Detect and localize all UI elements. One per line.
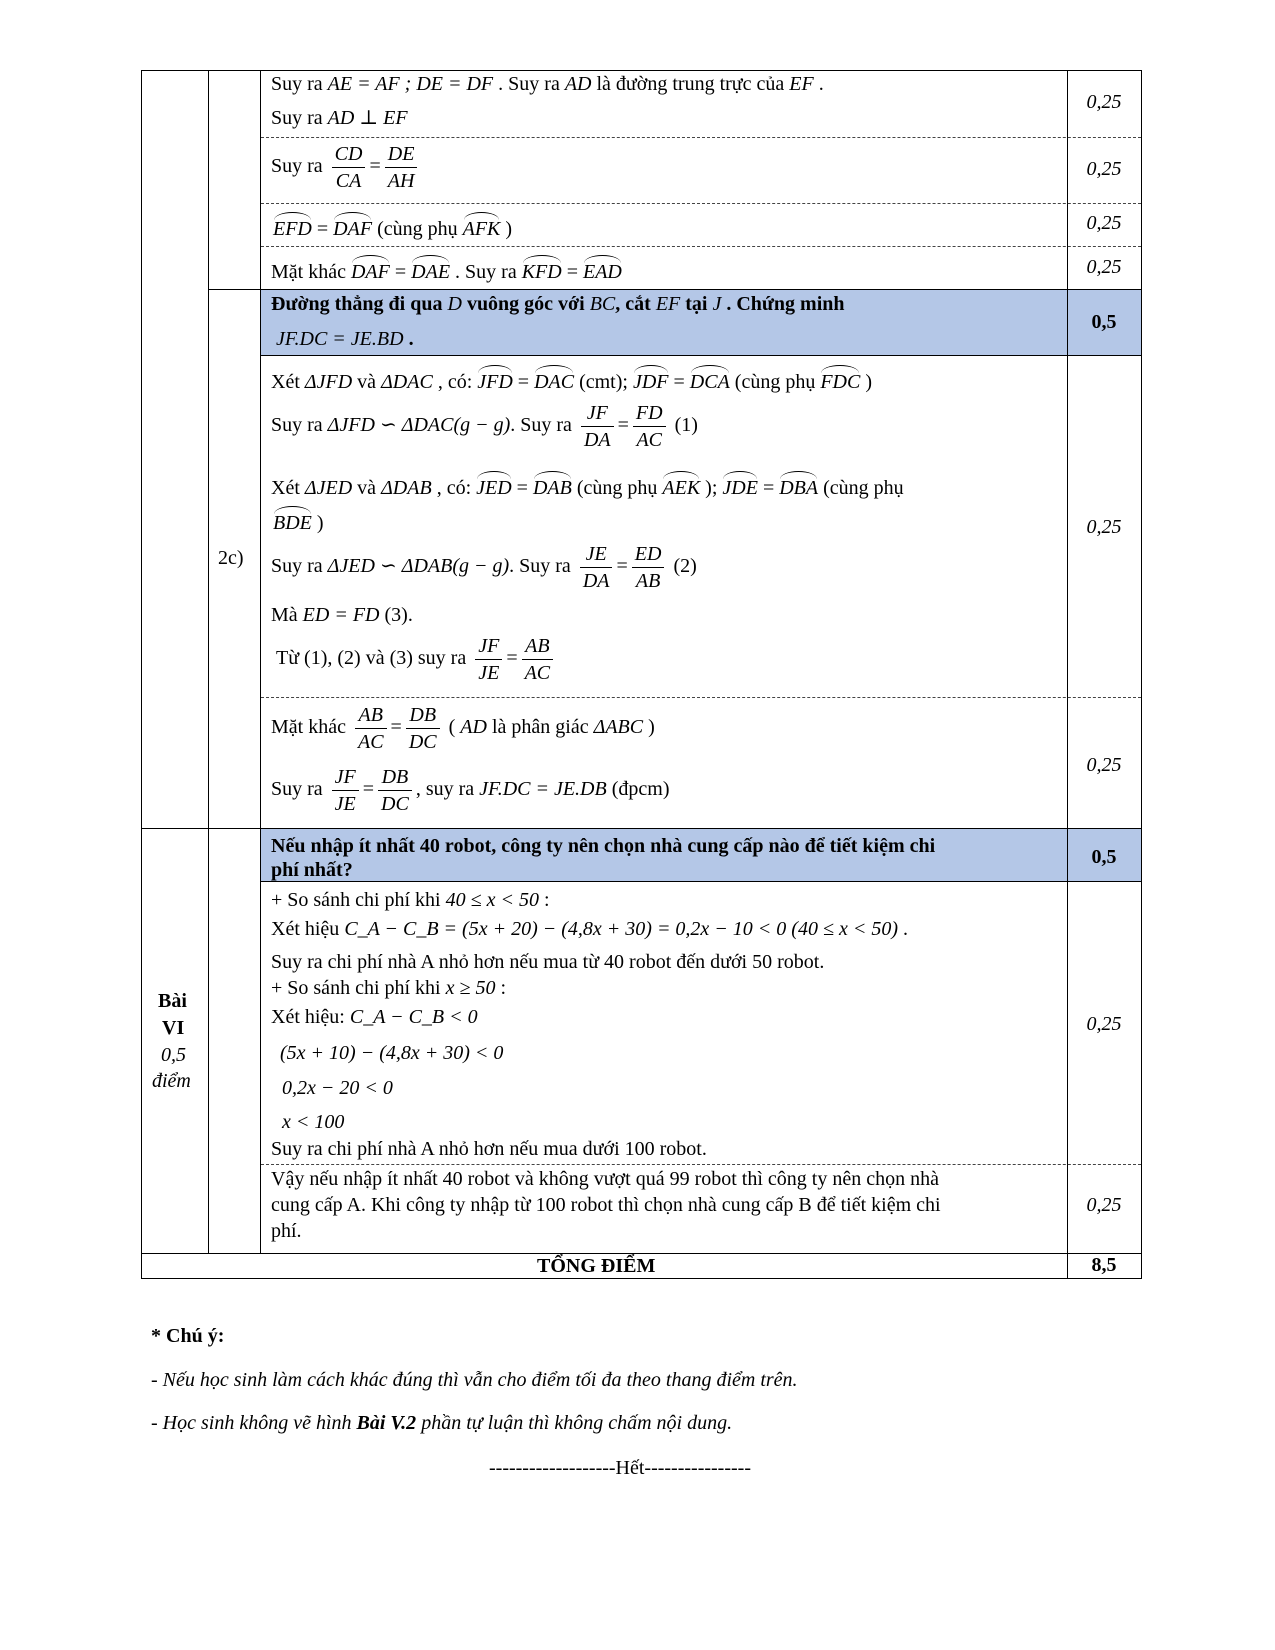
fraction — [581, 400, 614, 453]
text-run: . — [897, 918, 908, 940]
problem-label: Bài — [158, 990, 187, 1012]
fraction — [522, 633, 554, 686]
numerator: JF — [475, 633, 502, 660]
numerator: JE — [580, 541, 613, 568]
text-run: . Suy ra — [450, 261, 522, 283]
angle-symbol: DAE — [411, 256, 450, 284]
score-cell: 0,25 — [1086, 754, 1122, 776]
text-run: Xét — [271, 477, 305, 499]
answer-line — [273, 507, 324, 535]
answer-line: Suy ra ΔJED ∽ ΔDAB(g − g). Suy ra $\frac{JE}{DA}$ = $\frac{ED}{AB}$ (2) — [271, 543, 697, 592]
text-run: . Suy ra — [510, 414, 577, 437]
fraction — [475, 633, 502, 686]
question-header: phí nhất? — [271, 859, 353, 881]
text-run: , có: — [432, 371, 478, 393]
fraction — [632, 541, 665, 594]
angle-symbol: DAF — [351, 256, 390, 284]
math-run: x ≥ 50 — [445, 977, 496, 999]
math-run: JF.DC = JE.BD — [276, 328, 404, 350]
note-line — [151, 1412, 732, 1435]
text-run: . Suy ra — [493, 73, 565, 95]
denominator: JE — [478, 662, 500, 684]
fraction — [378, 764, 412, 817]
denominator: AC — [636, 429, 662, 451]
text-run: Bài V.2 — [356, 1412, 417, 1434]
angle-symbol: DAB — [533, 472, 572, 500]
problem-points: 0,5 — [161, 1044, 186, 1066]
angle-symbol: JED — [476, 472, 512, 500]
total-score: 8,5 — [1091, 1254, 1117, 1276]
answer-line: cung cấp A. Khi công ty nhập từ 100 robot thì chọn nhà cung cấp B để tiết kiệm chi — [271, 1194, 941, 1216]
math-run: J — [712, 293, 722, 315]
angle-symbol: DAF — [333, 213, 372, 241]
row-divider — [261, 137, 1141, 138]
fraction — [355, 702, 387, 755]
score-cell: 0,25 — [1086, 1013, 1122, 1035]
answer-line — [271, 1005, 478, 1029]
text-run: , có: — [431, 477, 477, 499]
text-run: ) — [643, 716, 655, 739]
answer-line: Vậy nếu nhập ít nhất 40 robot và không vượt quá 99 robot thì công ty nên chọn nhà — [271, 1168, 939, 1190]
math-run: ΔABC — [593, 716, 644, 739]
text-run: Xét — [271, 371, 305, 393]
angle-symbol: DAC — [534, 366, 574, 394]
text-run: Mà — [271, 604, 303, 626]
row-divider — [261, 203, 1141, 204]
answer-line: 0,2x − 20 < 0 — [282, 1077, 393, 1099]
text-run: Suy ra — [271, 107, 328, 129]
text-run: ) — [500, 218, 513, 240]
math-run: ΔDAC — [381, 371, 433, 393]
angle-symbol: JDE — [722, 472, 758, 500]
text-run: Suy ra — [271, 555, 328, 578]
angle-symbol: EFD — [273, 213, 312, 241]
fraction — [633, 400, 666, 453]
answer-line — [271, 917, 908, 941]
answer-line: Từ (1), (2) và (3) suy ra $\frac{JF}{JE}$ = $\frac{AB}{AC}$ — [276, 633, 557, 686]
answer-line: Suy ra chi phí nhà A nhỏ hơn nếu mua dưới 100 robot. — [271, 1138, 707, 1160]
table-border-bottom — [141, 1278, 1142, 1279]
answer-line: (5x + 10) − (4,8x + 30) < 0 — [280, 1042, 504, 1064]
math-run: 40 ≤ x < 50 — [445, 889, 539, 911]
math-run: EF — [655, 293, 681, 315]
angle-symbol: KFD — [522, 256, 562, 284]
text-run: : — [495, 977, 507, 999]
text-run: và — [352, 477, 382, 499]
text-run: vuông góc với — [461, 293, 590, 315]
denominator: AH — [387, 170, 415, 192]
table-border-left — [141, 70, 142, 1278]
answer-line: Xét ΔJFD và ΔDAC , có: JFD = DAC (cmt); JDF = DCA (cùng phụ FDC ) — [271, 366, 872, 394]
math-run: ΔDAB — [381, 477, 432, 499]
text-run: Mặt khác — [271, 716, 351, 739]
score-cell: 0,25 — [1086, 1194, 1122, 1216]
answer-line: Suy ra $\frac{CD}{CA}$ = $\frac{DE}{AH}$ — [271, 141, 421, 194]
math-run: ΔJFD — [304, 371, 353, 393]
text-run: và — [352, 371, 382, 393]
text-run: Suy ra — [271, 73, 328, 95]
row-divider-solid — [208, 289, 1142, 290]
text-run: - Học sinh không vẽ hình — [151, 1412, 357, 1434]
score-cell: 0,25 — [1086, 212, 1122, 234]
math-run: EF — [789, 73, 814, 95]
table-col-divider-2 — [260, 70, 261, 1253]
denominator: DA — [583, 429, 611, 451]
text-run: Mặt khác — [271, 261, 351, 283]
text-run: (cùng phụ — [571, 477, 663, 499]
math-run: AE = AF ; DE = DF — [327, 73, 494, 95]
text-run: Suy ra — [271, 155, 328, 178]
answer-line: Suy ra ΔJFD ∽ ΔDAC(g − g). Suy ra $\frac{JF}{DA}$ = $\frac{FD}{AC}$ (1) — [271, 402, 698, 451]
math-run: AD — [460, 716, 487, 739]
answer-line: Mặt khác DAF = DAE . Suy ra KFD = EAD — [271, 256, 622, 284]
angle-symbol: AFK — [463, 213, 501, 241]
note-line: - Nếu học sinh làm cách khác đúng thì vẫn cho điểm tối đa theo thang điểm trên. — [151, 1369, 798, 1391]
denominator: AC — [357, 731, 384, 753]
numerator: DB — [378, 764, 412, 791]
text-run: ) — [860, 371, 872, 393]
row-divider-solid — [141, 828, 1142, 829]
math-run: D — [447, 293, 462, 315]
text-run: ( — [443, 716, 461, 739]
angle-symbol: FDC — [820, 366, 860, 394]
text-run: (cmt); — [574, 371, 633, 393]
text-run: + So sánh chi phí khi — [271, 977, 446, 999]
text-run: Từ (1), (2) và (3) suy ra — [276, 647, 472, 670]
denominator: DA — [582, 570, 610, 592]
denominator: JE — [334, 793, 356, 815]
text-run: Đường thẳng đi qua — [271, 293, 448, 315]
text-run: Xét hiệu — [271, 918, 345, 940]
answer-line: EFD = DAF (cùng phụ AFK ) — [273, 213, 512, 241]
text-run: là phân giác — [486, 716, 594, 739]
math-run: AD — [564, 73, 592, 95]
math-run: ΔJED — [304, 477, 353, 499]
numerator: AB — [522, 633, 554, 660]
row-divider — [261, 1164, 1141, 1165]
angle-symbol: DCA — [690, 366, 730, 394]
answer-line — [271, 888, 550, 912]
question-header: JF.DC = JE.BD . — [276, 328, 414, 350]
text-run: (2) — [668, 555, 697, 578]
text-run: ) — [311, 512, 324, 534]
problem-label: VI — [162, 1017, 185, 1039]
denominator: CA — [335, 170, 362, 192]
text-run: ); — [700, 477, 723, 499]
math-run: C_A − C_B = (5x + 20) − (4,8x + 30) = 0,2x − 10 < 0 (40 ≤ x < 50) — [344, 918, 898, 940]
table-border-right — [1141, 70, 1142, 1278]
fraction — [332, 764, 359, 817]
fraction — [580, 541, 613, 594]
text-run: Xét hiệu: — [271, 1006, 350, 1028]
row-divider-solid — [261, 881, 1142, 882]
denominator: AB — [635, 570, 661, 592]
question-header: Nếu nhập ít nhất 40 robot, công ty nên chọn nhà cung cấp nào để tiết kiệm chi — [271, 835, 936, 857]
part-label-2c: 2c) — [218, 547, 244, 569]
numerator: AB — [355, 702, 387, 729]
text-run: (cùng phụ — [729, 371, 821, 393]
text-run: Suy ra — [271, 414, 328, 437]
score-cell: 0,25 — [1086, 256, 1122, 278]
answer-line: Mặt khác $\frac{AB}{AC}$ = $\frac{DB}{DC}$ ( AD là phân giác ΔABC ) — [271, 704, 655, 753]
denominator: DC — [408, 731, 437, 753]
text-run: . Chứng minh — [721, 293, 845, 315]
angle-symbol: JFD — [477, 366, 513, 394]
answer-line: Xét ΔJED và ΔDAB , có: JED = DAB (cùng phụ AEK ); JDE = DBA (cùng phụ — [271, 472, 904, 500]
score-cell: 0,25 — [1086, 91, 1122, 113]
answer-line: x < 100 — [282, 1111, 345, 1133]
text-run: là đường trung trực của — [591, 73, 790, 95]
text-run: (3). — [379, 604, 413, 626]
denominator: AC — [524, 662, 551, 684]
math-run: C_A − C_B < 0 — [349, 1006, 478, 1028]
question-header — [271, 292, 845, 316]
text-run: (cùng phụ — [372, 218, 463, 240]
math-run: ΔJED ∽ ΔDAB(g − g) — [327, 555, 510, 578]
score-cell: 0,5 — [1091, 311, 1117, 333]
problem-points-unit: điểm — [152, 1070, 191, 1092]
text-run: (1) — [669, 414, 698, 437]
angle-symbol: AEK — [662, 472, 700, 500]
notes-title: * Chú ý: — [151, 1325, 225, 1347]
text-run: , cắt — [615, 293, 656, 315]
text-run: Suy ra — [271, 778, 328, 801]
answer-line — [271, 603, 413, 627]
row-divider-solid — [261, 355, 1142, 356]
fraction — [406, 702, 440, 755]
row-divider — [261, 246, 1141, 247]
answer-line: Suy ra $\frac{JF}{JE}$ = $\frac{DB}{DC}$ , suy ra JF.DC = JE.DB (đpcm) — [271, 766, 670, 815]
numerator: CD — [332, 141, 366, 168]
table-col-divider-1 — [208, 70, 209, 1253]
angle-symbol: DBA — [779, 472, 818, 500]
text-run: . — [813, 73, 824, 95]
answer-line — [271, 72, 824, 96]
numerator: DB — [406, 702, 440, 729]
table-border-top — [141, 70, 1142, 71]
text-run: + So sánh chi phí khi — [271, 889, 446, 911]
text-run: : — [538, 889, 550, 911]
math-run: BC — [589, 293, 616, 315]
table-col-divider-3 — [1067, 70, 1068, 1278]
answer-line: phí. — [271, 1220, 302, 1242]
text-run: . Suy ra — [509, 555, 576, 578]
text-run: phần tự luận thì không chấm nội dung. — [416, 1412, 733, 1434]
math-run: AD ⊥ EF — [327, 107, 408, 129]
text-run: , suy ra — [415, 778, 480, 801]
numerator: ED — [632, 541, 665, 568]
fraction — [385, 141, 418, 194]
fraction — [332, 141, 366, 194]
score-cell: 0,25 — [1086, 516, 1122, 538]
angle-symbol: JDF — [633, 366, 669, 394]
math-run: ΔJFD ∽ ΔDAC(g − g) — [327, 414, 511, 437]
math-run: ED = FD — [302, 604, 380, 626]
denominator: DC — [381, 793, 409, 815]
angle-symbol: BDE — [273, 507, 312, 535]
text-run: (đpcm) — [606, 778, 670, 801]
numerator: DE — [385, 141, 418, 168]
angle-symbol: EAD — [583, 256, 622, 284]
answer-line — [271, 106, 408, 130]
text-run: (cùng phụ — [818, 477, 904, 499]
numerator: JF — [581, 400, 614, 427]
total-label: TỔNG ĐIỂM — [537, 1255, 656, 1277]
end-marker: -------------------Hết---------------- — [489, 1457, 751, 1479]
numerator: JF — [332, 764, 359, 791]
row-divider — [261, 697, 1141, 698]
math-run: JF.DC = JE.DB — [479, 778, 607, 801]
score-cell: 0,25 — [1086, 158, 1122, 180]
answer-line — [271, 976, 506, 1000]
numerator: FD — [633, 400, 666, 427]
text-run: tại — [680, 293, 713, 315]
answer-line: Suy ra chi phí nhà A nhỏ hơn nếu mua từ 40 robot đến dưới 50 robot. — [271, 951, 825, 973]
score-cell: 0,5 — [1091, 846, 1117, 868]
